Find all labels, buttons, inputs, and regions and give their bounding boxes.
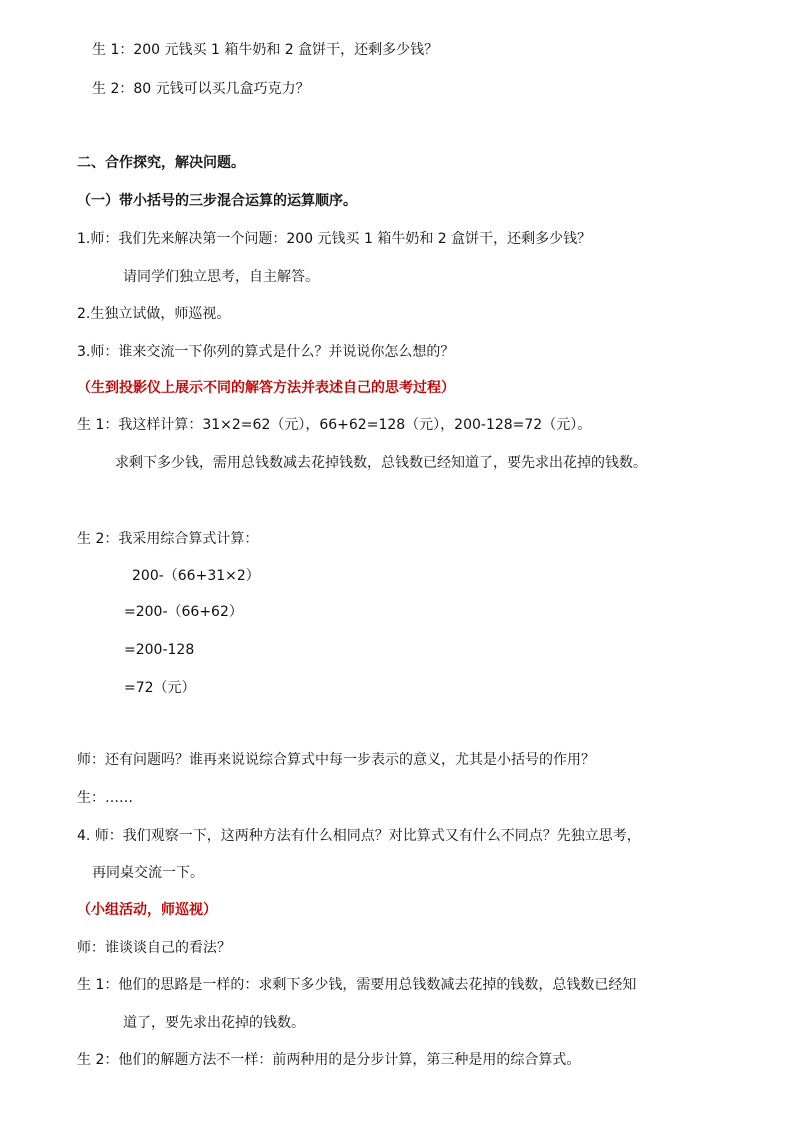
student-1-explanation: 求剩下多少钱，需用总钱数减去花掉钱数，总钱数已经知道了，要先求出花掉的钱数。 xyxy=(115,455,647,471)
activity-note-group: （小组活动，师巡视） xyxy=(77,902,217,918)
equation-line-1: 200-（66+31×2） xyxy=(132,568,260,584)
step-4-teacher: 4. 师：我们观察一下，这两种方法有什么相同点？对比算式又有什么不同点？先独立思考， xyxy=(77,828,641,844)
student-response: 生：…… xyxy=(77,790,133,806)
step-1-teacher: 1.师：我们先来解决第一个问题：200 元钱买 1 箱牛奶和 2 盒饼干，还剩多少钱？ xyxy=(77,231,592,247)
student-1-calculation: 生 1：我这样计算：31×2=62（元），66+62=128（元），200-128=72（元）。 xyxy=(77,417,592,433)
student-2-question: 生 2：80 元钱可以买几盒巧克力？ xyxy=(92,81,310,97)
step-1-instruction: 请同学们独立思考，自主解答。 xyxy=(123,269,319,285)
equation-line-4: =72（元） xyxy=(124,680,196,696)
student-2-method: 生 2：我采用综合算式计算： xyxy=(77,531,259,547)
subsection-heading: （一）带小括号的三步混合运算的运算顺序。 xyxy=(77,193,357,209)
activity-note-projector: （生到投影仪上展示不同的解答方法并表述自己的思考过程） xyxy=(77,380,455,396)
student-2-opinion: 生 2：他们的解题方法不一样：前两种用的是分步计算，第三种是用的综合算式。 xyxy=(77,1052,581,1068)
student-1-opinion: 生 1：他们的思路是一样的：求剩下多少钱，需要用总钱数减去花掉的钱数，总钱数已经知 xyxy=(77,977,637,993)
teacher-question: 师：谁谈谈自己的看法？ xyxy=(77,940,231,956)
equation-line-3: =200-128 xyxy=(124,642,195,658)
student-1-opinion-continuation: 道了，要先求出花掉的钱数。 xyxy=(123,1015,305,1031)
equation-line-2: =200-（66+62） xyxy=(124,604,243,620)
section-heading: 二、合作探究，解决问题。 xyxy=(77,155,245,171)
step-2: 2.生独立试做，师巡视。 xyxy=(77,306,231,322)
step-4-continuation: 再同桌交流一下。 xyxy=(92,865,204,881)
step-3-teacher: 3.师：谁来交流一下你列的算式是什么？并说说你怎么想的？ xyxy=(77,344,455,360)
student-1-question: 生 1：200 元钱买 1 箱牛奶和 2 盒饼干，还剩多少钱？ xyxy=(92,42,439,58)
teacher-follow-up: 师：还有问题吗？谁再来说说综合算式中每一步表示的意义，尤其是小括号的作用？ xyxy=(77,752,595,768)
